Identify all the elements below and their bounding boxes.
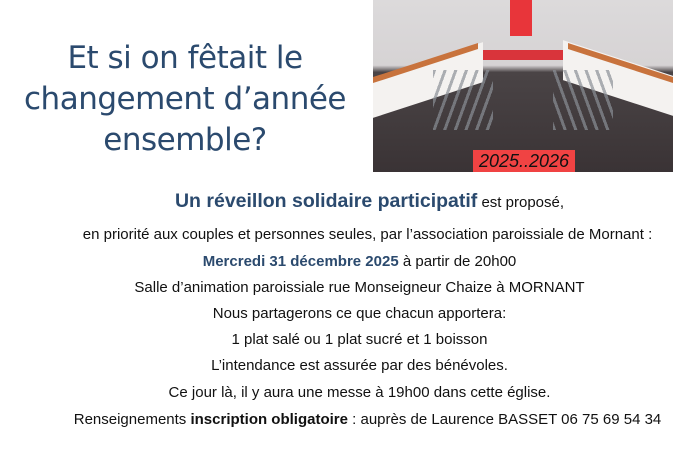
contact-rest: : auprès de Laurence BASSET 06 75 69 54 34	[347, 411, 662, 428]
headline	[20, 190, 699, 213]
text-line: L’intendance est assurée par des bénévoles.	[211, 357, 508, 374]
title-line: changement d’année	[24, 81, 346, 117]
text-line: Nous partagerons ce que chacun apportera:	[212, 305, 507, 322]
hall-photo	[373, 0, 673, 172]
text-line: Salle d’animation paroissiale rue Monseigneur Chaize à MORNANT	[134, 279, 585, 296]
title-line: Et si on fêtait le	[67, 40, 303, 76]
right-chairs	[553, 70, 613, 130]
text-line: 1 plat salé ou 1 plat sucré et 1 boisson	[231, 331, 488, 348]
page-title	[10, 38, 360, 161]
contact-bold: inscription obligatoire	[190, 411, 348, 428]
headline-rest: est proposé,	[477, 194, 565, 211]
left-chairs	[433, 70, 493, 130]
text-line: en priorité aux couples et personnes seules, par l’association paroissiale de Mornant :	[82, 226, 653, 243]
headline-bold: Un réveillon solidaire participatif	[174, 190, 478, 212]
wall-niche	[510, 0, 532, 36]
contact-line	[18, 411, 699, 428]
year-caption: 2025..2026	[473, 150, 575, 172]
title-line: ensemble?	[103, 122, 267, 158]
date-rest: à partir de 20h00	[398, 253, 517, 270]
contact-pre: Renseignements	[73, 411, 191, 428]
back-table	[473, 50, 573, 60]
date-bold: Mercredi 31 décembre 2025	[202, 253, 399, 270]
text-line: Ce jour là, il y aura une messe à 19h00 dans cette église.	[168, 384, 551, 401]
date-line	[10, 253, 699, 270]
